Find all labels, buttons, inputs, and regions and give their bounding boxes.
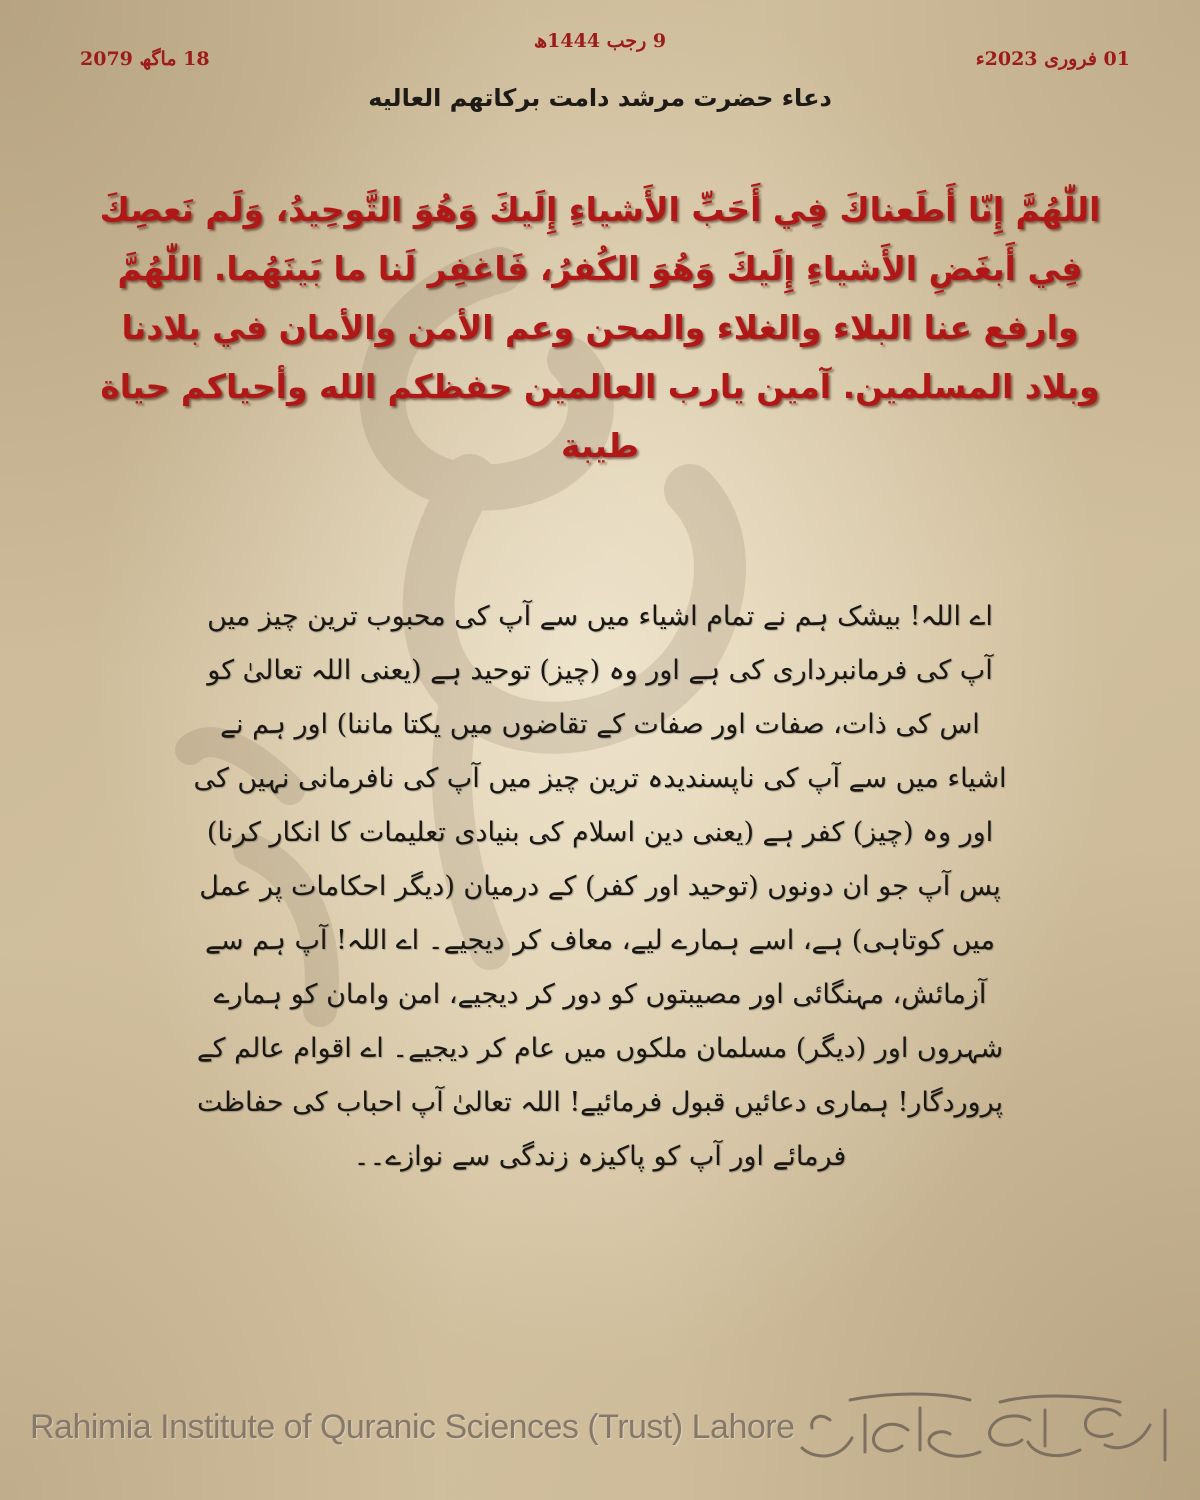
urdu-translation-text: اے اللہ! بیشک ہم نے تمام اشیاء میں سے آپ کی محبوب ترین چیز میں آپ کی فرمانبرداری کی ہے اور وہ (چیز) توحید ہے (یعنی اللہ تعالیٰ کو اس کی ذات، صفات اور صفات کے تقاضوں میں یکتا ماننا) اور ہم نے اشیاء میں سے آپ کی ناپسندیدہ ترین چیز میں آپ کی نافرمانی نہیں کی اور وہ (چیز) کفر ہے (یعنی دین اسلام کی بنیادی تعلیمات کا انکار کرنا) پس آپ جو ان دونوں (توحید اور کفر) کے درمیان (دیگر احکامات پر عمل میں کوتاہی) ہے، اسے ہمارے لیے، معاف کر دیجیے۔ اے اللہ! آپ ہم سے آزمائش، مہنگائی اور مصیبتوں کو دور کر دیجیے، امن وامان کو ہمارے شہروں اور (دیگر) مسلمان ملکوں میں عام کر دیجیے۔ اے اقوام عالم کے پروردگار! ہماری دعائیں قبول فرمائیے! اللہ تعالیٰ آپ احباب کی حفاظت فرمائے اور آپ کو پاکیزہ زندگی سے نوازے۔۔ — [193, 601, 1007, 1172]
bikrami-date: 18 ماگھ 2079 — [80, 48, 210, 70]
gregorian-date: 01 فروری 2023ء — [975, 48, 1130, 70]
institute-calligraphy-logo-icon — [790, 1390, 1175, 1470]
dua-title: دعاء حضرت مرشد دامت برکاتهم العالیه — [368, 84, 832, 112]
hijri-date: 9 رجب 1444ھ — [533, 30, 667, 52]
arabic-dua-text: اللّٰهُمَّ إِنّا أَطَعناكَ فِي أَحَبِّ الأَشياءِ إِلَيكَ وَهُوَ التَّوحِيدُ، وَلَم نَعصِكَ فِي أَبغَضِ الأَشياءِ إِلَيكَ وَهُوَ الكُفرُ، فَاغفِر لَنا ما بَينَهُما. اللّٰهُمَّ وارفع عنا البلاء والغلاء والمحن وعم الأمن والأمان في بلادنا وبلاد المسلمين. آمين يارب العالمين حفظكم الله وأحياكم حياة طيبة — [99, 190, 1101, 465]
institute-name-english: Rahimia Institute of Quranic Sciences (Trust) Lahore — [30, 1408, 795, 1446]
